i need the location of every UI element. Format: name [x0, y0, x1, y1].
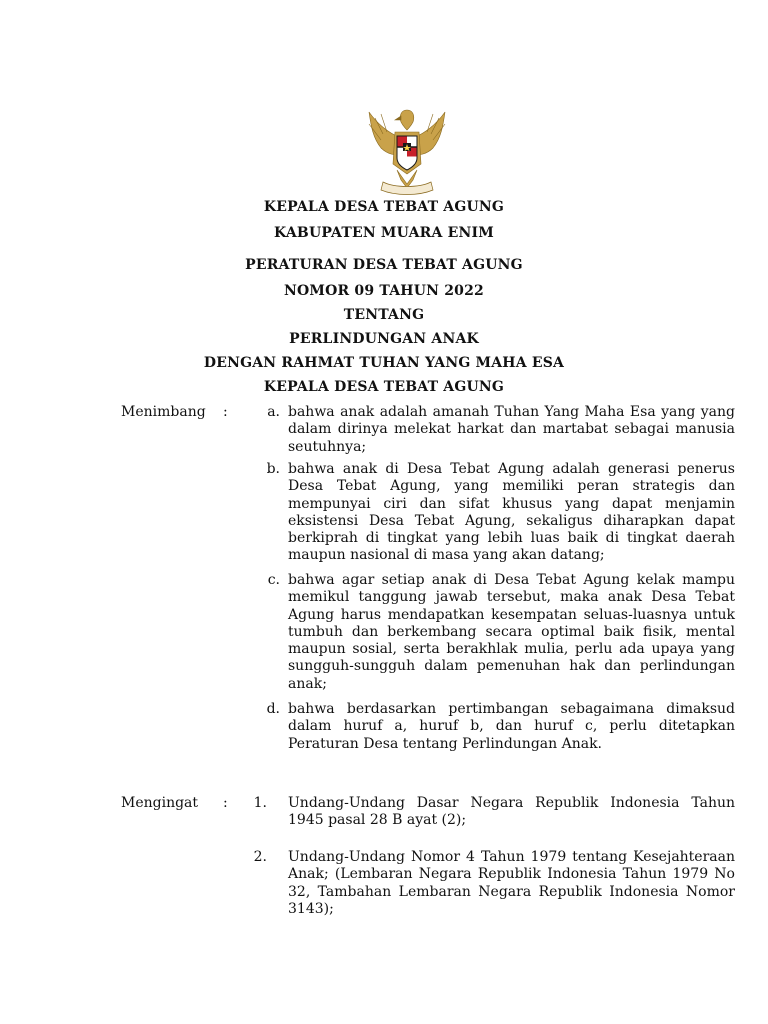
menimbang-label: Menimbang	[121, 404, 206, 420]
header-authority: KEPALA DESA TEBAT AGUNG	[263, 199, 505, 215]
legal-basis-text: Undang-Undang Dasar Negara Republik Indonesia Tahun 1945 pasal 28 B ayat (2);	[288, 795, 735, 829]
mengingat-colon: :	[223, 795, 228, 811]
consideration-text: bahwa anak di Desa Tebat Agung adalah generasi penerus Desa Tebat Agung, yang memiliki peran strategis dan mempunyai ciri dan sifat khusus yang dapat menjamin eksistensi Desa Tebat Agung, sekaligus diharapkan dapat berkiprah di tingkat yang lebih luas baik di tingkat daerah maupun nasional di masa yang akan datang;	[288, 461, 735, 564]
regulation-about: TENTANG	[343, 307, 425, 323]
consideration-marker: a.	[267, 404, 280, 420]
mengingat-label: Mengingat	[121, 795, 199, 811]
consideration-text: bahwa berdasarkan pertimbangan sebagaimana dimaksud dalam huruf a, huruf b, dan huruf c, perlu ditetapkan Peraturan Desa tentang Perlindungan Anak.	[288, 701, 735, 752]
shield	[397, 136, 417, 170]
invocation: DENGAN RAHMAT TUHAN YANG MAHA ESA	[203, 355, 565, 371]
consideration-text: bahwa anak adalah amanah Tuhan Yang Maha Esa yang yang dalam dirinya melekat harkat dan martabat sebagai manusia seutuhnya;	[288, 404, 735, 455]
consideration-marker: b.	[266, 461, 280, 477]
enacting-authority: KEPALA DESA TEBAT AGUNG	[263, 379, 505, 395]
garuda-head	[395, 110, 414, 130]
garuda-emblem	[361, 104, 453, 200]
consideration-marker: d.	[266, 701, 280, 717]
legal-basis-marker: 1.	[253, 795, 267, 811]
header-regency: KABUPATEN MUARA ENIM	[274, 225, 494, 241]
legal-basis-text: Undang-Undang Nomor 4 Tahun 1979 tentang Kesejahteraan Anak; (Lembaran Negara Republik Indonesia Tahun 1979 No 32, Tambahan Lembaran Negara Republik Indonesia Nomor 3143);	[288, 849, 735, 917]
legal-basis-marker: 2.	[253, 849, 267, 865]
regulation-title: PERATURAN DESA TEBAT AGUNG	[245, 257, 523, 273]
regulation-subject: PERLINDUNGAN ANAK	[289, 331, 479, 347]
consideration-marker: c.	[267, 572, 280, 588]
consideration-text: bahwa agar setiap anak di Desa Tebat Agung kelak mampu memikul tanggung jawab tersebut, maka anak Desa Tebat Agung harus mendapatkan kesempatan seluas-luasnya untuk tumbuh dan berkembang secara optimal baik fisik, mental maupun sosial, serta berakhlak mulia, perlu ada upaya yang sungguh-sungguh dalam pemenuhan hak dan perlindungan anak;	[288, 572, 735, 692]
menimbang-colon: :	[223, 404, 228, 420]
regulation-number: NOMOR 09 TAHUN 2022	[284, 283, 484, 299]
